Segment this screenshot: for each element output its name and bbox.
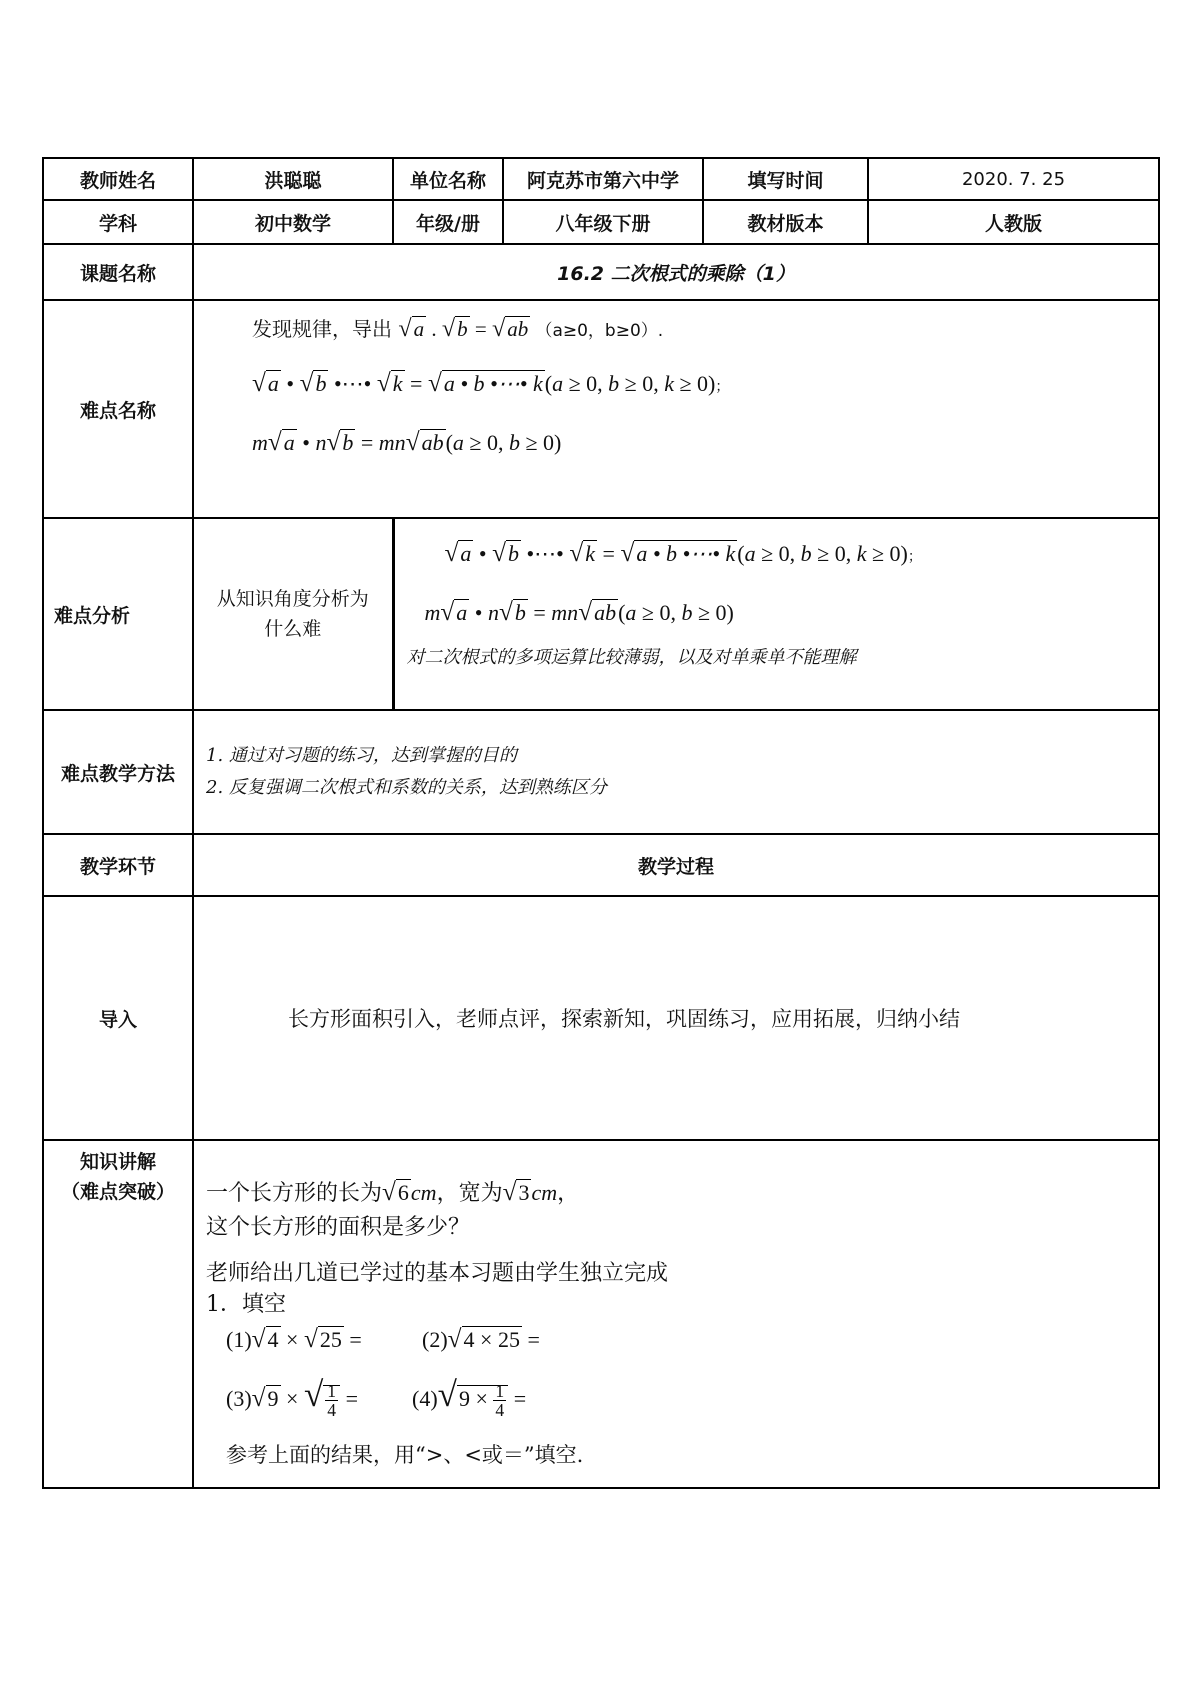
difficulty-intro-text: 发现规律，导出: [252, 317, 392, 341]
difficulty-intro: [252, 309, 1158, 351]
fill-date-value: 2020. 7. 25: [868, 158, 1159, 200]
analysis-formula-coef: m√a • n√b = mn√ab(a ≥ 0, b ≥ 0): [424, 598, 734, 626]
knowledge-label-line2: （难点突破）: [60, 1181, 175, 1203]
exercise-3: (3)√9 × √ $\frac{1}{4}$ =: [226, 1375, 358, 1421]
topic-value: 16.2 二次根式的乘除（1）: [193, 244, 1159, 300]
knowledge-content: [193, 1140, 1159, 1488]
basic-rule-formula: √a . √b = √ab: [398, 315, 529, 342]
rect-length: √6cm: [382, 1178, 437, 1206]
formula-radical-coef-product: m√a • n√b = mn√ab(a ≥ 0, b ≥ 0): [252, 428, 562, 456]
method-content: [193, 710, 1159, 834]
analysis-sub-label: 从知识角度分析为什么难: [193, 518, 393, 710]
difficulty-cell: [193, 300, 1159, 518]
lesson-plan-table: [42, 157, 1160, 1489]
exercise-2: (2)√4 × 25 =: [422, 1325, 540, 1353]
unit-name-value: 阿克苏市第六中学: [503, 158, 703, 200]
analysis-note: 对二次根式的多项运算比较薄弱，以及对单乘单不能理解: [406, 647, 857, 668]
teacher-name-value: 洪聪聪: [193, 158, 393, 200]
intro-label: 导入: [43, 896, 193, 1140]
formula-radical-product-general: √a • √b •⋯• √k = √a • b •⋯• k(a ≥ 0, b ≥ 0, k ≥ 0)；: [252, 369, 730, 397]
analysis-label: 难点分析: [43, 518, 193, 710]
rect-question-part2: ，宽为: [436, 1181, 503, 1206]
grade-value: 八年级下册: [503, 200, 703, 244]
rect-question: [206, 1175, 1158, 1211]
process-title: 教学过程: [193, 834, 1159, 896]
rect-question-part3: ，: [557, 1181, 580, 1206]
method-label: 难点教学方法: [43, 710, 193, 834]
rect-width: √3cm: [502, 1178, 558, 1206]
compare-text: 参考上面的结果，用“>、<或＝”填空.: [226, 1443, 584, 1467]
exercise-1: (1)√4 × √25 =: [226, 1325, 362, 1353]
exercise-row-2: [226, 1368, 1158, 1426]
difficulty-intro-cond: （a≥0，b≥0）.: [535, 321, 664, 341]
intro-text: 长方形面积引入，老师点评，探索新知，巩固练习，应用拓展，归纳小结: [193, 896, 1159, 1140]
edition-value: 人教版: [868, 200, 1159, 244]
knowledge-label-line1: 知识讲解: [79, 1151, 156, 1173]
process-label: 教学环节: [43, 834, 193, 896]
fill-title: 1．填空: [206, 1292, 286, 1317]
exercise-4: (4)√9 × $\frac{1}{4}$ =: [412, 1375, 527, 1421]
topic-label: 课题名称: [43, 244, 193, 300]
fill-date-label: 填写时间: [703, 158, 868, 200]
edition-label: 教材版本: [703, 200, 868, 244]
analysis-content: [393, 518, 1159, 710]
knowledge-label: [43, 1140, 193, 1488]
grade-label: 年级/册: [393, 200, 503, 244]
method-item: 1. 通过对习题的练习，达到掌握的目的: [206, 745, 517, 766]
teacher-note: 老师给出几道已学过的基本习题由学生独立完成: [206, 1261, 669, 1286]
difficulty-label: 难点名称: [43, 300, 193, 518]
rect-question-line2: 这个长方形的面积是多少？: [206, 1215, 471, 1240]
exercise-row-1: [226, 1319, 1158, 1360]
teacher-name-label: 教师姓名: [43, 158, 193, 200]
method-item: 2. 反复强调二次根式和系数的关系，达到熟练区分: [206, 777, 607, 798]
subject-value: 初中数学: [193, 200, 393, 244]
analysis-formula-general: √a • √b •⋯• √k = √a • b •⋯• k(a ≥ 0, b ≥ 0, k ≥ 0)；: [444, 539, 922, 567]
rect-question-part1: 一个长方形的长为: [206, 1181, 383, 1206]
unit-name-label: 单位名称: [393, 158, 503, 200]
subject-label: 学科: [43, 200, 193, 244]
